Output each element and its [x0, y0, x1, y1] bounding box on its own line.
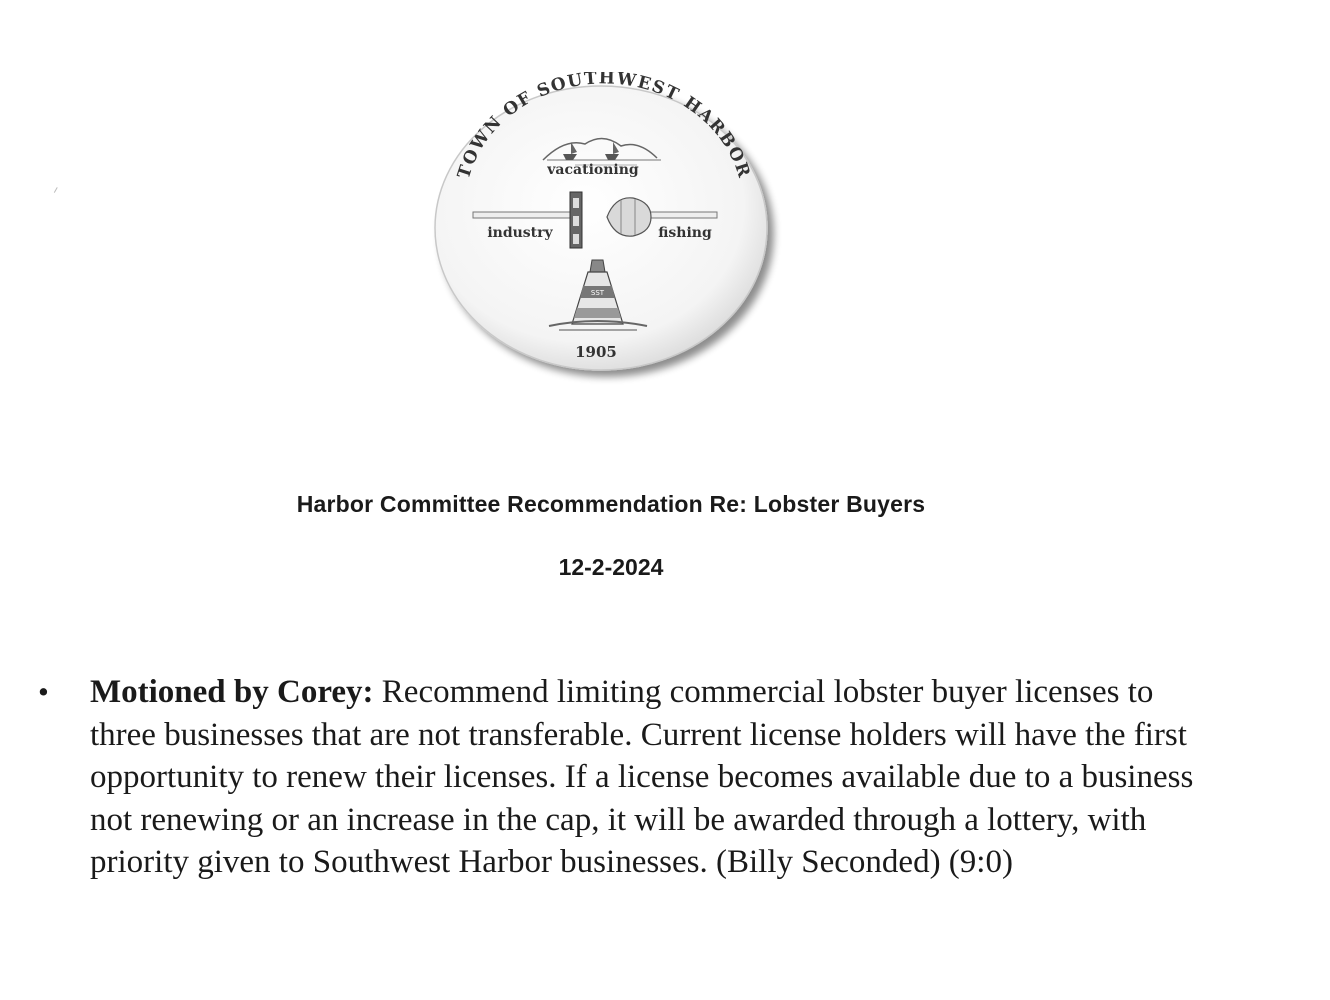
seal-year: 1905 — [575, 343, 617, 361]
motion-paragraph — [90, 671, 1226, 884]
seal-arc-text: TOWN OF SOUTHWEST HARBOR — [453, 72, 755, 182]
bullet-icon: • — [38, 674, 49, 709]
seal-graphic — [425, 72, 790, 392]
motion-list — [36, 671, 1226, 884]
motion-body: Recommend limiting commercial lobster buyer licenses to three businesses that are not transferable. Current license holders will have the first opportunity to renew their licenses. If a license becomes available due to a business not renewing or an increase in the cap, it will be awarded through a lottery, with priority given to Southwest Harbor businesses. (Billy Seconded) (9:0) — [90, 674, 1194, 880]
seal-left-label: industry — [487, 225, 553, 241]
town-seal-logo — [425, 72, 790, 392]
lighthouse-label: SST — [590, 289, 605, 297]
list-item — [36, 671, 1226, 884]
document-title: Harbor Committee Recommendation Re: Lobster Buyers — [296, 491, 926, 517]
seal-right-label: fishing — [658, 225, 712, 241]
scan-mark — [54, 187, 61, 195]
seal-top-label: vacationing — [547, 162, 639, 178]
document-date: 12-2-2024 — [558, 554, 664, 580]
motion-lead: Motioned by Corey: — [90, 674, 374, 710]
